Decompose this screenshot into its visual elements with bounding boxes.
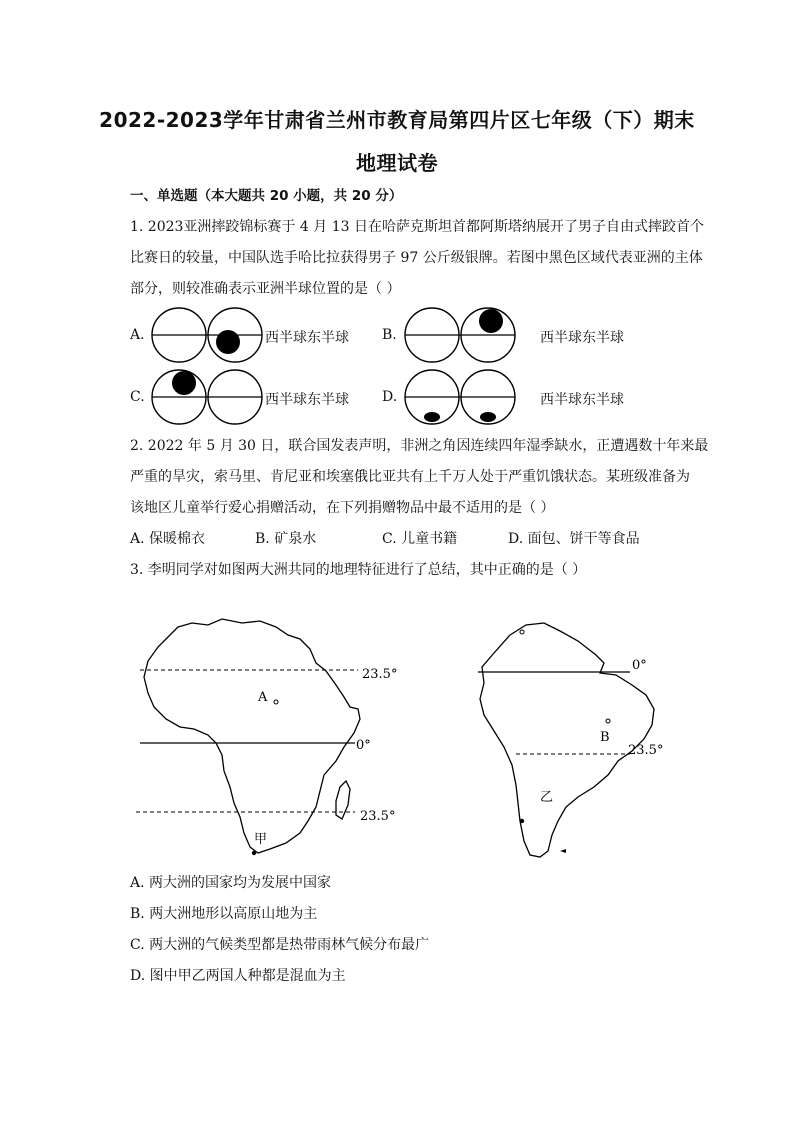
q1-option-b-label[interactable]: B. <box>382 327 397 343</box>
asia-mark <box>172 371 196 395</box>
q3-option-a[interactable]: A. 两大洲的国家均为发展中国家 <box>130 875 332 891</box>
point-jia-marker <box>252 851 256 855</box>
africa-point-jia-label: 甲 <box>254 832 268 847</box>
q1-option-c-hemispheres <box>150 368 266 426</box>
africa-equator-label: 0° <box>356 738 371 753</box>
q1-option-d-hemispheres <box>403 368 519 426</box>
q1-option-a-label[interactable]: A. <box>130 327 145 343</box>
sa-equator-label: 0° <box>632 658 647 673</box>
q1-line3: 部分，则较准确表示亚洲半球位置的是（ ） <box>130 281 401 297</box>
q2-option-c[interactable]: C. 儿童书籍 <box>382 531 458 547</box>
section-header: 一、单选题（本大题共 20 小题，共 20 分） <box>130 188 403 204</box>
q1-option-a-hemispheres <box>150 306 266 364</box>
q1-option-c-hemi-text: 西半球东半球 <box>265 392 349 408</box>
asia-mark-west <box>424 412 440 422</box>
q2-line3: 该地区儿童举行爱心捐赠活动，在下列捐赠物品中最不适用的是（ ） <box>130 500 555 516</box>
q1-line1: 1. 2023亚洲摔跤锦标赛于 4 月 13 日在哈萨克斯坦首都阿斯塔纳展开了男子自由式摔跤首个 <box>130 219 704 235</box>
q1-option-a-hemi-text: 西半球东半球 <box>265 330 349 346</box>
q2-line1: 2. 2022 年 5 月 30 日，联合国发表声明，非洲之角因连续四年湿季缺水，正遭遇数十年来最 <box>130 438 709 454</box>
q1-line2: 比赛日的较量，中国队选手哈比拉获得男子 97 公斤级银牌。若图中黑色区域代表亚洲的主体 <box>130 250 703 266</box>
africa-north-tropic-label: 23.5° <box>362 667 398 682</box>
q1-option-b-hemi-text: 西半球东半球 <box>540 330 624 346</box>
q2-line2: 严重的旱灾，索马里、肯尼亚和埃塞俄比亚共有上千万人处于严重饥饿状态。某班级准备为 <box>130 469 690 485</box>
south-america-map <box>470 615 710 865</box>
south-america-outline <box>480 623 654 857</box>
q1-option-d-label[interactable]: D. <box>382 389 398 405</box>
q2-option-a[interactable]: A. 保暖棉衣 <box>130 531 206 547</box>
falklands-mark <box>560 849 566 853</box>
q2-option-b[interactable]: B. 矿泉水 <box>255 531 317 547</box>
q3-line1: 3. 李明同学对如图两大洲共同的地理特征进行了总结，其中正确的是（ ） <box>130 562 587 578</box>
asia-mark <box>479 309 503 333</box>
exam-title-line1: 2022-2023学年甘肃省兰州市教育局第四片区七年级（下）期末 <box>99 108 695 132</box>
q3-option-d[interactable]: D. 图中甲乙两国人种都是混血为主 <box>130 968 346 984</box>
africa-point-a-label: A <box>258 690 268 705</box>
exam-title-line2: 地理试卷 <box>356 151 438 175</box>
sa-point-b-label: B <box>600 730 610 745</box>
q1-option-c-label[interactable]: C. <box>130 389 145 405</box>
q3-option-c[interactable]: C. 两大洲的气候类型都是热带雨林气候分布最广 <box>130 937 430 953</box>
africa-south-tropic-label: 23.5° <box>360 809 396 824</box>
point-b-marker <box>606 719 610 723</box>
q2-option-d[interactable]: D. 面包、饼干等食品 <box>508 531 640 547</box>
asia-mark-east <box>480 412 496 422</box>
asia-mark <box>216 330 240 354</box>
madagascar-outline <box>336 781 350 819</box>
point-yi-marker <box>520 819 524 823</box>
north-coast-marker <box>520 630 524 634</box>
sa-point-yi-label: 乙 <box>540 790 554 805</box>
q3-option-b[interactable]: B. 两大洲地形以高原山地为主 <box>130 906 318 922</box>
sa-south-tropic-label: 23.5° <box>628 743 664 758</box>
q1-option-b-hemispheres <box>403 306 519 364</box>
q1-option-d-hemi-text: 西半球东半球 <box>540 392 624 408</box>
africa-map <box>130 615 420 865</box>
africa-outline <box>144 619 360 853</box>
point-a-marker <box>274 700 278 704</box>
